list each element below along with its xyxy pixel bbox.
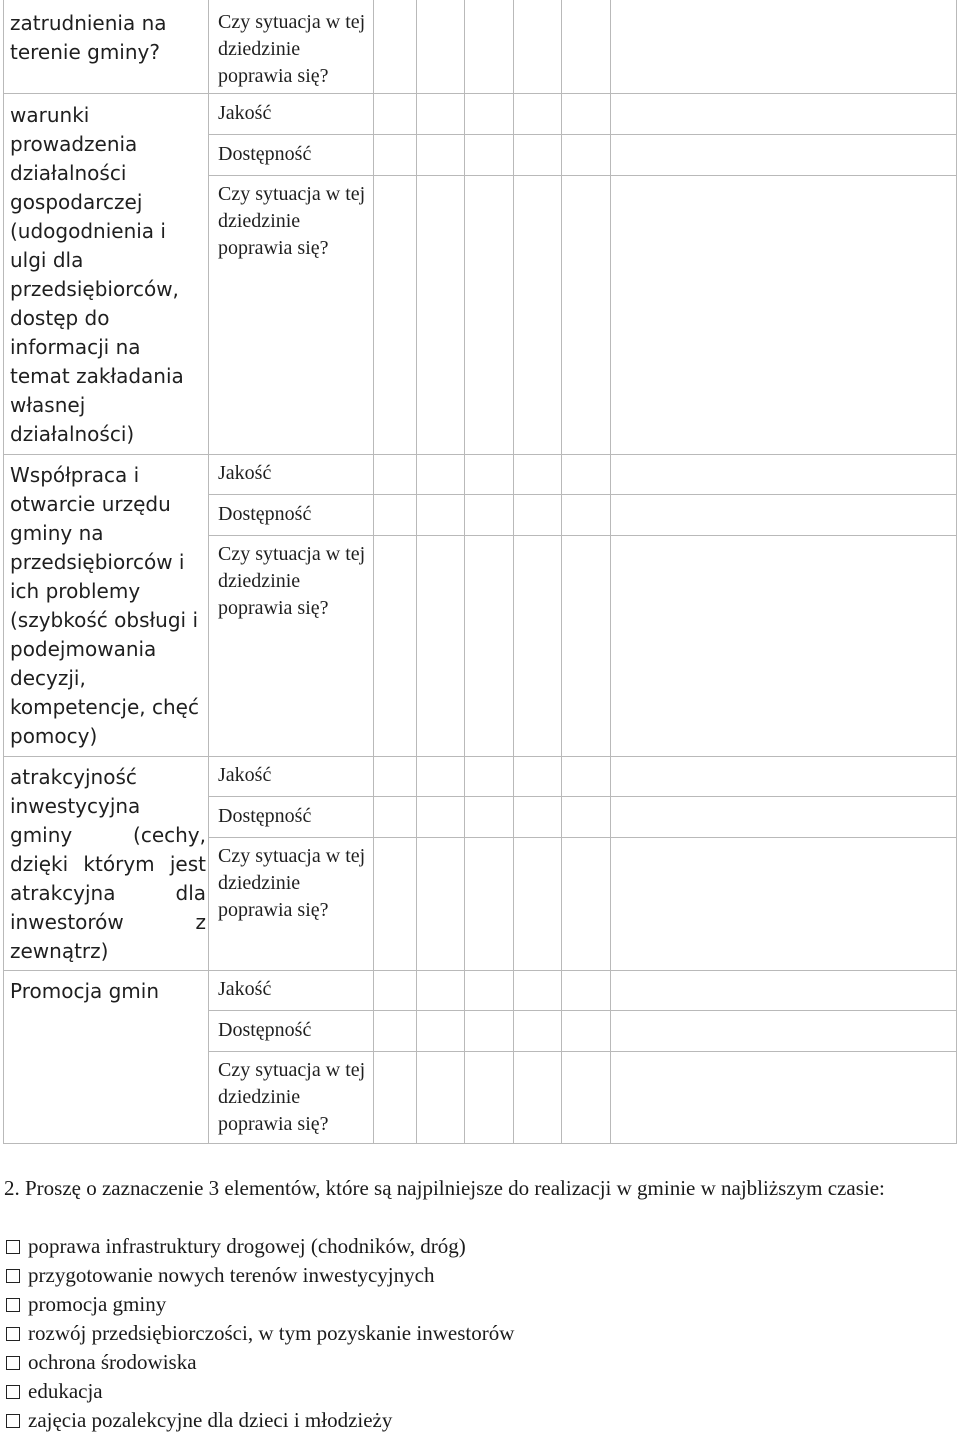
table-subrow-separator xyxy=(208,796,957,797)
table-border-left xyxy=(3,0,4,1144)
table-border-right xyxy=(956,0,957,1144)
checkbox-icon[interactable] xyxy=(6,1327,20,1341)
table-subitem-label: Czy sytuacja w tej dziedzinie poprawia się? xyxy=(218,543,366,619)
table-category-label: Współpraca i otwarcie urzędu gminy na przedsiębiorców i ich problemy (szybkość obsługi i podejmowania decyzji, kompetencje, chęć pomocy) xyxy=(10,463,199,748)
table-subrow-separator xyxy=(208,837,957,838)
table-subrow-separator xyxy=(208,1010,957,1011)
answer-option[interactable] xyxy=(4,1261,944,1290)
answer-option[interactable] xyxy=(4,1319,944,1348)
table-row-separator xyxy=(3,970,957,971)
question-text: 2. Proszę o zaznaczenie 3 elementów, które są najpilniejsze do realizacji w gminie w najbliższym czasie: xyxy=(4,1176,885,1200)
table-subrow-separator xyxy=(208,1051,957,1052)
answer-option-label: ochrona środowiska xyxy=(28,1350,197,1374)
table-column-divider xyxy=(416,0,417,1144)
table-subitem-label: Dostępność xyxy=(218,805,312,827)
table-category-label: zatrudnienia na terenie gminy? xyxy=(10,11,167,64)
answer-options-list xyxy=(4,1232,944,1435)
table-subitem-label: Dostępność xyxy=(218,1019,312,1041)
checkbox-icon[interactable] xyxy=(6,1414,20,1428)
checkbox-icon[interactable] xyxy=(6,1298,20,1312)
answer-option[interactable] xyxy=(4,1232,944,1261)
table-subitem-label: Dostępność xyxy=(218,503,312,525)
table-column-divider xyxy=(208,0,209,1144)
table-category-label: warunki prowadzenia działalności gospodarczej (udogodnienia i ulgi dla przedsiębiorców, dostęp do informacji na temat zakładania własnej działalności) xyxy=(10,103,184,446)
table-row-separator xyxy=(3,454,957,455)
table-subitem-label: Czy sytuacja w tej dziedzinie poprawia się? xyxy=(218,11,366,87)
table-subitem-label: Jakość xyxy=(218,462,272,484)
answer-option-label: promocja gminy xyxy=(28,1292,167,1316)
checkbox-icon[interactable] xyxy=(6,1240,20,1254)
table-category-label: Promocja gmin xyxy=(10,979,160,1003)
table-subrow-separator xyxy=(208,175,957,176)
table-column-divider xyxy=(610,0,611,1144)
answer-option-label: poprawa infrastruktury drogowej (chodników, dróg) xyxy=(28,1234,466,1258)
table-subrow-separator xyxy=(208,134,957,135)
answer-option-label: edukacja xyxy=(28,1379,103,1403)
table-column-divider xyxy=(464,0,465,1144)
answer-option-label: przygotowanie nowych terenów inwestycyjnych xyxy=(28,1263,435,1287)
table-row-separator xyxy=(3,93,957,94)
checkbox-icon[interactable] xyxy=(6,1269,20,1283)
checkbox-icon[interactable] xyxy=(6,1356,20,1370)
table-border-bottom xyxy=(3,1143,957,1144)
table-subitem-label: Czy sytuacja w tej dziedzinie poprawia się? xyxy=(218,183,366,259)
table-column-divider xyxy=(561,0,562,1144)
table-category-label: atrakcyjność inwestycyjna gminy (cechy, dzięki którym jest atrakcyjna dla inwestorów z zewnątrz) xyxy=(10,765,206,963)
table-subitem-label: Jakość xyxy=(218,102,272,124)
answer-option[interactable] xyxy=(4,1377,944,1406)
table-subitem-label: Jakość xyxy=(218,978,272,1000)
table-subitem-label: Dostępność xyxy=(218,143,312,165)
table-subrow-separator xyxy=(208,535,957,536)
checkbox-icon[interactable] xyxy=(6,1385,20,1399)
answer-option-label: zajęcia pozalekcyjne dla dzieci i młodzieży xyxy=(28,1408,393,1432)
table-column-divider xyxy=(513,0,514,1144)
table-subitem-label: Czy sytuacja w tej dziedzinie poprawia się? xyxy=(218,1059,366,1135)
table-subrow-separator xyxy=(208,494,957,495)
answer-option[interactable] xyxy=(4,1290,944,1319)
answer-option[interactable] xyxy=(4,1348,944,1377)
table-subitem-label: Czy sytuacja w tej dziedzinie poprawia się? xyxy=(218,845,366,921)
table-subitem-label: Jakość xyxy=(218,764,272,786)
answer-option-label: rozwój przedsiębiorczości, w tym pozyskanie inwestorów xyxy=(28,1321,515,1345)
answer-option[interactable] xyxy=(4,1406,944,1435)
table-row-separator xyxy=(3,756,957,757)
